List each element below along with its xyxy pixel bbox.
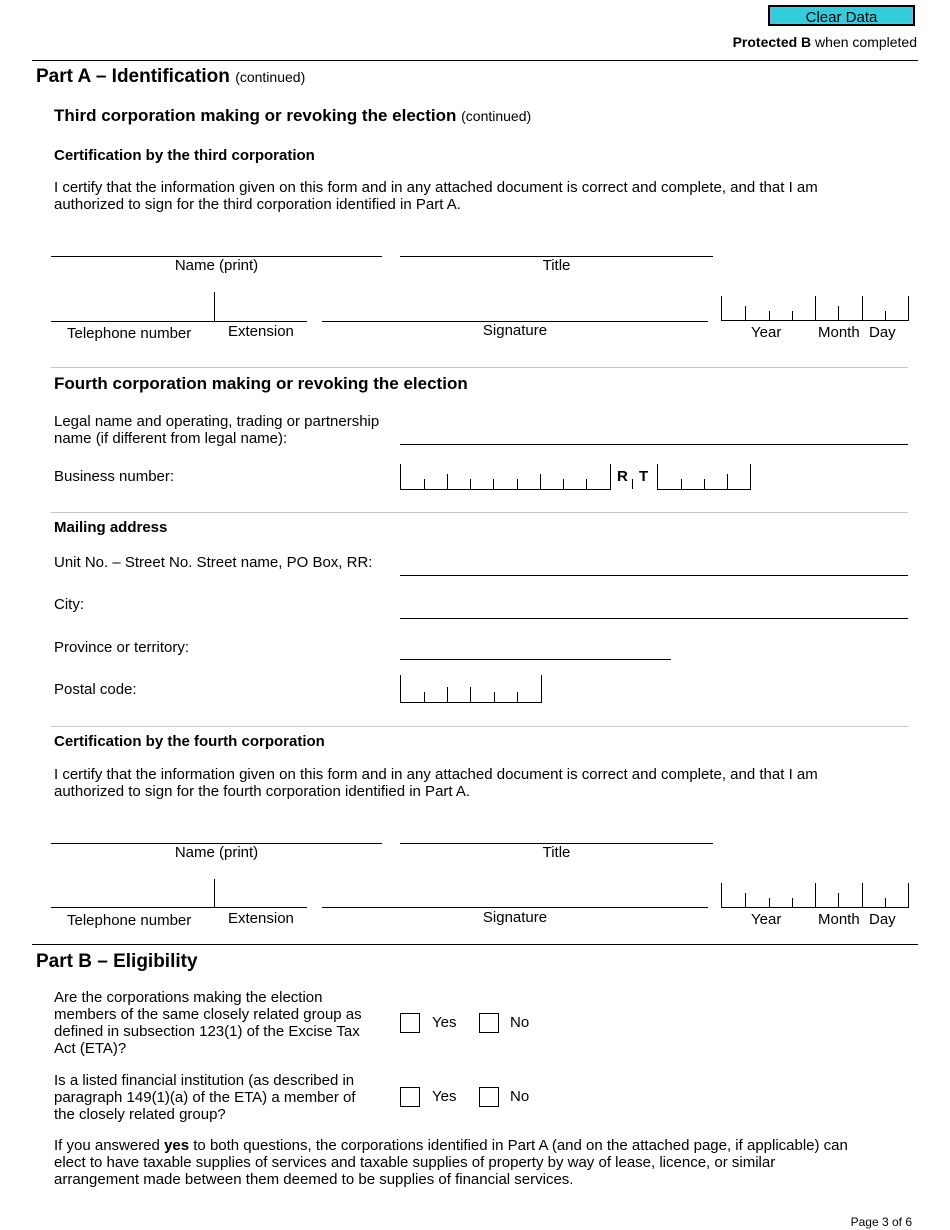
fourth-year-label: Year xyxy=(751,911,782,928)
question-1-line: members of the same closely related group as xyxy=(54,1006,362,1023)
third-name-label: Name (print) xyxy=(174,257,259,274)
q1-no-checkbox[interactable] xyxy=(479,1013,499,1033)
fourth-extension-label: Extension xyxy=(228,910,294,927)
business-number-field[interactable] xyxy=(400,464,611,490)
third-day-label: Day xyxy=(869,324,896,341)
third-corp-heading: Third corporation making or revoking the election xyxy=(54,106,457,125)
third-telephone-label: Telephone number xyxy=(67,325,192,342)
q2-yes-label: Yes xyxy=(432,1088,457,1105)
third-corp-continued: (continued) xyxy=(461,108,532,124)
third-telephone-line[interactable] xyxy=(51,321,307,322)
fourth-signature-line[interactable] xyxy=(322,907,708,908)
protected-b-notice xyxy=(733,34,917,51)
fourth-cert-line2: authorized to sign for the fourth corporation identified in Part A. xyxy=(54,783,471,800)
postal-code-label: Postal code: xyxy=(54,681,137,698)
fourth-corp-heading: Fourth corporation making or revoking the election xyxy=(54,374,468,393)
question-2-line: the closely related group? xyxy=(54,1106,226,1123)
question-2-line: paragraph 149(1)(a) of the ETA) a member of xyxy=(54,1089,356,1106)
third-title-label: Title xyxy=(542,257,571,274)
question-2 xyxy=(54,1072,356,1123)
question-2-line: Is a listed financial institution (as described in xyxy=(54,1072,355,1089)
question-1 xyxy=(54,989,362,1057)
eligibility-note-line2: elect to have taxable supplies of services and taxable supplies of property by way of lease, licence, or similar xyxy=(54,1154,776,1171)
third-cert-line2: authorized to sign for the third corporation identified in Part A. xyxy=(54,196,461,213)
section-divider xyxy=(51,726,908,727)
part-divider xyxy=(32,944,918,945)
fourth-name-label: Name (print) xyxy=(174,844,259,861)
section-divider xyxy=(51,367,908,368)
mailing-address-heading: Mailing address xyxy=(54,519,168,536)
city-label: City: xyxy=(54,596,84,613)
fourth-date-field[interactable] xyxy=(721,883,909,908)
part-a-title: Part A – Identification xyxy=(36,66,230,87)
street-label: Unit No. – Street No. Street name, PO Box, RR: xyxy=(54,554,373,571)
part-a-title-block xyxy=(36,66,305,88)
fourth-cert-line1: I certify that the information given on this form and in any attached document is correct and complete, and that I am xyxy=(54,766,818,783)
rt-letter-t: T xyxy=(639,468,649,485)
page-number: Page 3 of 6 xyxy=(850,1215,912,1229)
fourth-signature-label: Signature xyxy=(482,909,548,926)
province-label: Province or territory: xyxy=(54,639,190,656)
fourth-extension-divider xyxy=(214,879,215,907)
eligibility-note-line3: arrangement made between them deemed to be supplies of financial services. xyxy=(54,1171,574,1188)
street-input[interactable] xyxy=(400,575,908,576)
fourth-cert-heading: Certification by the fourth corporation xyxy=(54,733,325,750)
question-1-line: Are the corporations making the election xyxy=(54,989,323,1006)
third-signature-label: Signature xyxy=(482,322,548,339)
legal-name-input[interactable] xyxy=(400,444,908,445)
postal-code-field[interactable] xyxy=(400,675,542,703)
section-divider xyxy=(51,512,908,513)
eligibility-note xyxy=(54,1137,934,1188)
third-cert-line1: I certify that the information given on this form and in any attached document is correct and complete, and that I am xyxy=(54,179,818,196)
q2-no-checkbox[interactable] xyxy=(479,1087,499,1107)
fourth-title-label: Title xyxy=(542,844,571,861)
third-cert-heading: Certification by the third corporation xyxy=(54,147,315,164)
q2-yes-checkbox[interactable] xyxy=(400,1087,420,1107)
fourth-day-label: Day xyxy=(869,911,896,928)
business-number-label: Business number: xyxy=(54,468,175,485)
third-extension-label: Extension xyxy=(228,323,294,340)
legal-name-label-2: name (if different from legal name): xyxy=(54,430,288,447)
legal-name-label-1: Legal name and operating, trading or partnership xyxy=(54,413,380,430)
third-year-label: Year xyxy=(751,324,782,341)
fourth-telephone-label: Telephone number xyxy=(67,912,192,929)
eligibility-note-line1: If you answered yes to both questions, the corporations identified in Part A (and on the attached page, if applicable) can xyxy=(54,1137,848,1154)
third-month-label: Month xyxy=(818,324,860,341)
q1-no-label: No xyxy=(510,1014,530,1031)
program-account-field[interactable] xyxy=(657,464,751,490)
fourth-month-label: Month xyxy=(818,911,860,928)
city-input[interactable] xyxy=(400,618,908,619)
part-b-title: Part B – Eligibility xyxy=(36,951,198,972)
clear-data-button[interactable]: Clear Data xyxy=(768,5,915,26)
third-extension-divider xyxy=(214,292,215,321)
protected-suffix: when completed xyxy=(815,34,917,50)
protected-label: Protected B xyxy=(732,34,812,50)
fourth-telephone-line[interactable] xyxy=(51,907,307,908)
rt-divider xyxy=(632,479,633,489)
third-corp-heading-block xyxy=(54,106,531,126)
q1-yes-label: Yes xyxy=(432,1014,457,1031)
header-divider xyxy=(32,60,918,61)
province-input[interactable] xyxy=(400,659,671,660)
third-date-field[interactable] xyxy=(721,296,909,321)
part-a-continued: (continued) xyxy=(235,69,306,85)
q1-yes-checkbox[interactable] xyxy=(400,1013,420,1033)
question-1-line: defined in subsection 123(1) of the Excise Tax xyxy=(54,1023,360,1040)
rt-letter-r: R xyxy=(617,468,628,485)
question-1-line: Act (ETA)? xyxy=(54,1040,127,1057)
q2-no-label: No xyxy=(510,1088,530,1105)
